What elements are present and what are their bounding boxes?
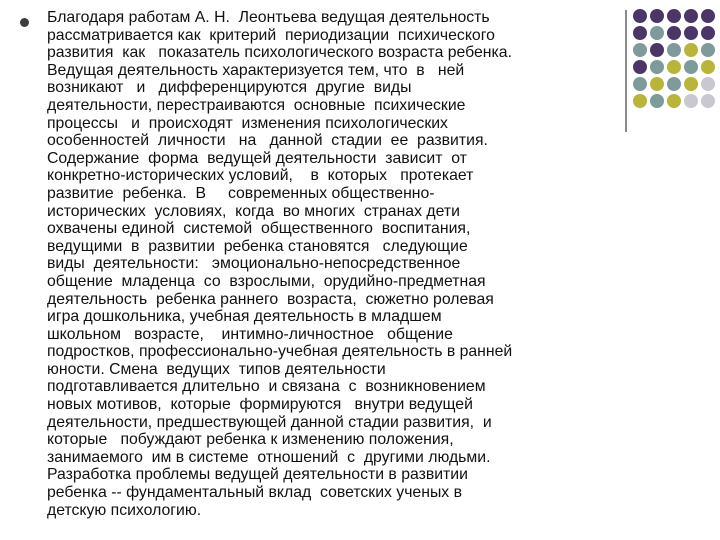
decorative-dot: [684, 94, 698, 108]
decorative-dot: [667, 9, 681, 23]
decorative-dot: [667, 94, 681, 108]
decorative-dot: [684, 26, 698, 40]
decorative-dot: [667, 26, 681, 40]
decorative-dot: [684, 9, 698, 23]
decorative-dot: [701, 60, 715, 74]
decorative-dot: [633, 60, 647, 74]
decorative-dot: [667, 60, 681, 74]
decorative-dot: [633, 94, 647, 108]
decorative-dot: [701, 94, 715, 108]
decorative-dot: [684, 60, 698, 74]
decorative-dot: [701, 43, 715, 57]
decorative-vertical-line: [625, 10, 627, 132]
decorative-dot: [650, 26, 664, 40]
bullet-icon: [20, 18, 29, 27]
decorative-dot: [667, 43, 681, 57]
decorative-dot: [650, 43, 664, 57]
decorative-dot: [684, 43, 698, 57]
decorative-dot: [650, 9, 664, 23]
decorative-dot: [650, 60, 664, 74]
decorative-dot: [633, 43, 647, 57]
decorative-dot: [650, 77, 664, 91]
body-paragraph: Благодаря работам А. Н. Леонтьева ведущая деятельность рассматривается как критерий периодизации психического развития как показатель психологического возраста ребенка. Ведущая деятельность характеризуется тем, что в ней возникают и дифференцируются другие виды деятельности, перестраиваются основные психические процессы и происходят изменения психологических особенностей личности на данной стадии ее развития. Содержание форма ведущей деятельности зависит от конкретно-исторических условий, в которых протекает развитие ребенка. В современных общественно- исторических условиях, когда во многих странах дети охвачены единой системой общественного воспитания, ведущими в развитии ребенка становятся следующие виды деятельности: эмоционально-непосредственное общение младенца со взрослыми, орудийно-предметная деятельность ребенка раннего возраста, сюжетно ролевая игра дошкольника, учебная деятельность в младшем школьном возрасте, интимно-личностное общение подростков, профессионально-учебная деятельность в ранней юности. Смена ведущих типов деятельности подготавливается длительно и связана с возникновением новых мотивов, которые формируются внутри ведущей деятельности, предшествующей данной стадии развития, и которые побуждают ребенка к изменению положения, занимаемого им в системе отношений с другими людьми. Разработка проблемы ведущей деятельности в развитии ребенка -- фундаментальный вклад советских ученых в детскую психологию.: [47, 9, 513, 519]
decorative-dot: [701, 9, 715, 23]
decorative-dot: [650, 94, 664, 108]
decorative-dot: [633, 77, 647, 91]
decorative-dot: [633, 9, 647, 23]
decorative-dot: [684, 77, 698, 91]
decorative-dot: [633, 26, 647, 40]
decorative-dot: [701, 77, 715, 91]
decorative-dot-grid: [633, 9, 719, 105]
decorative-dot: [667, 77, 681, 91]
decorative-dot: [701, 26, 715, 40]
